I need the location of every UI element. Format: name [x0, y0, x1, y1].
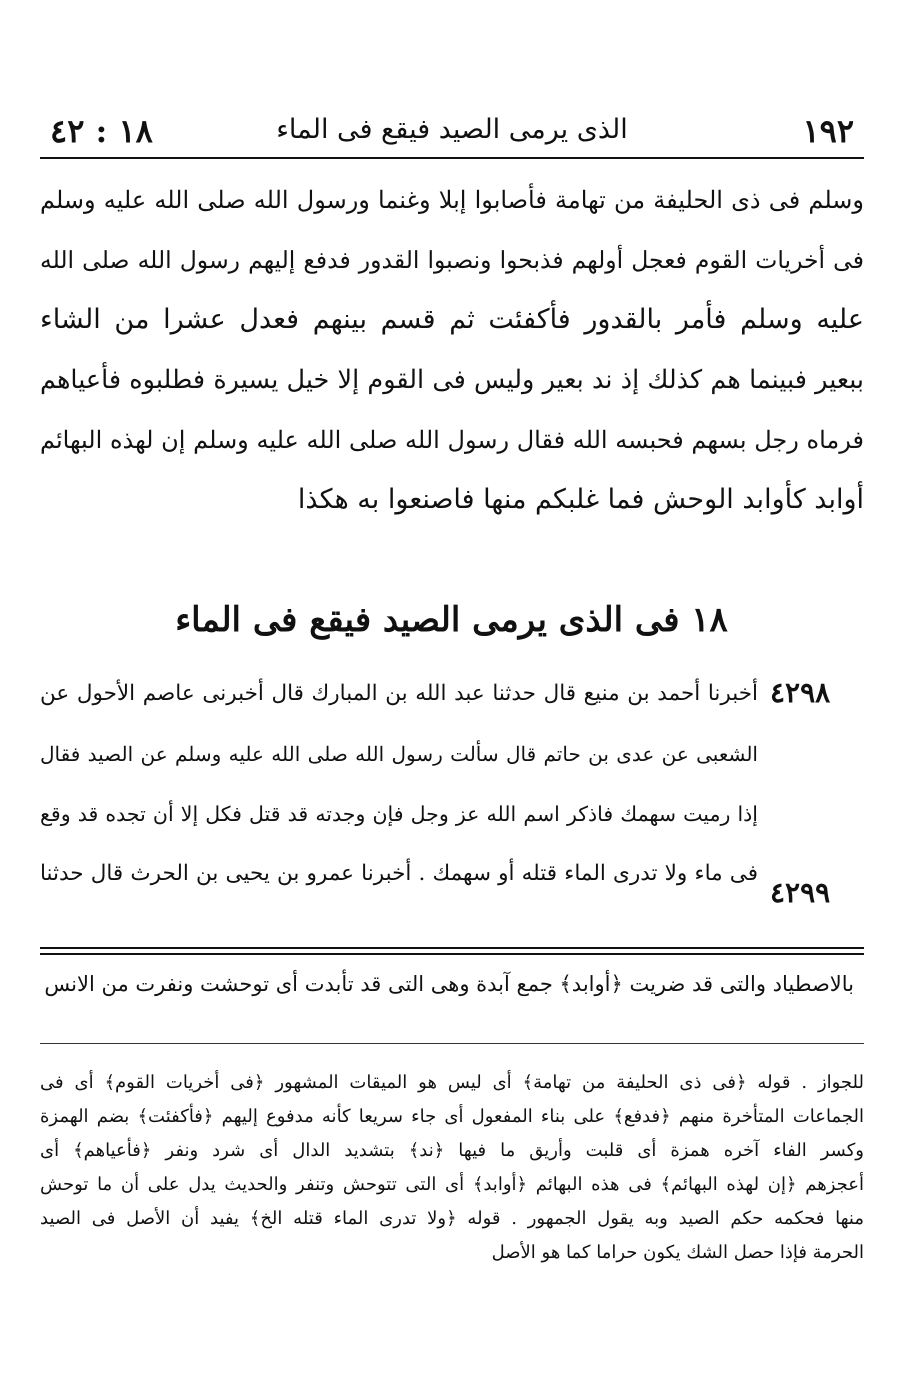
text-line: فرماه رجل بسهم فحبسه الله فقال رسول الله صلى الله عليه وسلم إن لهذه البهائم	[40, 426, 864, 454]
footnote-line: الحرمة فإذا حصل الشك يكون حراما كما هو الأصل	[491, 1242, 864, 1263]
chapter-reference: ١٨ : ٤٢	[50, 112, 153, 150]
text-line: فى ماء ولا تدرى الماء قتله أو سهمك . أخبرنا عمرو بن يحيى بن الحرث قال حدثنا	[40, 861, 758, 886]
text-line: ببعير فبينما هم كذلك إذ ند بعير وليس فى القوم إلا خيل يسيرة فطلبوه فأعياهم	[40, 365, 864, 395]
footnote-line: الجماعات المتأخرة منهم ﴿فدفع﴾ على بناء المفعول أى جاء سريعا كأنه مدفوع إليهم ﴿فأكفئت﴾ بضم الهمزة	[40, 1106, 864, 1127]
hadith-text	[40, 664, 758, 904]
text-line: الشعبى عن عدى بن حاتم قال سألت رسول الله صلى الله عليه وسلم عن الصيد فقال	[40, 742, 758, 766]
hadith-number: ٤٢٩٩	[770, 876, 831, 909]
main-text	[40, 170, 864, 530]
hadith-number: ٤٢٩٨	[770, 676, 831, 709]
footnote-line: للجواز . قوله ﴿فى ذى الحليفة من تهامة﴾ أى ليس هو الميقات المشهور ﴿فى أخريات القوم﴾ أى فى	[40, 1072, 864, 1093]
page-number: ١٩٢	[802, 112, 854, 150]
text-line: عليه وسلم فأمر بالقدور فأكفئت ثم قسم بينهم فعدل عشرا من الشاء	[40, 304, 864, 335]
divider-rule	[40, 947, 864, 949]
text-line: وسلم فى ذى الحليفة من تهامة فأصابوا إبلا وغنما ورسول الله صلى الله عليه وسلم	[40, 186, 864, 214]
footnote-line: وكسر الفاء آخره همزة أى قلبت وأريق ما فيها ﴿ند﴾ بتشديد الدال أى شرد ونفر ﴿فأعياهم﴾ أى	[40, 1140, 864, 1161]
footnote-rule	[40, 1043, 864, 1044]
running-title: الذى يرمى الصيد فيقع فى الماء	[276, 114, 628, 145]
page-header	[40, 112, 864, 156]
footnotes	[40, 1066, 864, 1270]
text-line: أخبرنا أحمد بن منيع قال حدثنا عبد الله بن المبارك قال أخبرنى عاصم الأحول عن	[40, 681, 758, 706]
text-line: إذا رميت سهمك فاذكر اسم الله عز وجل فإن وجدته قد قتل فكل إلا أن تجده قد وقع	[40, 802, 758, 826]
section-heading: ١٨ فى الذى يرمى الصيد فيقع فى الماء	[175, 600, 728, 640]
divider-rule	[40, 953, 864, 955]
header-rule	[40, 157, 864, 159]
text-line: أوابد كأوابد الوحش فما غلبكم منها فاصنعوا به هكذا	[297, 484, 864, 515]
footnote-line: أعجزهم ﴿إن لهذه البهائم﴾ فى هذه البهائم ﴿أوابد﴾ أى التى تتوحش وتنفر والحديث يدل على أن ما توحش	[40, 1174, 864, 1195]
footnote-line: منها فحكمه حكم الصيد وبه يقول الجمهور . قوله ﴿ولا تدرى الماء قتله الخ﴾ يفيد أن الأصل فى الصيد	[40, 1208, 864, 1229]
margin-gloss: بالاصطياد والتى قد ضريت ﴿أوابد﴾ جمع آبدة وهى التى قد تأبدت أى توحشت ونفرت من الانس	[44, 972, 854, 996]
text-line: فى أخريات القوم فعجل أولهم فذبحوا ونصبوا القدور فدفع إليهم رسول الله صلى الله	[40, 246, 864, 274]
